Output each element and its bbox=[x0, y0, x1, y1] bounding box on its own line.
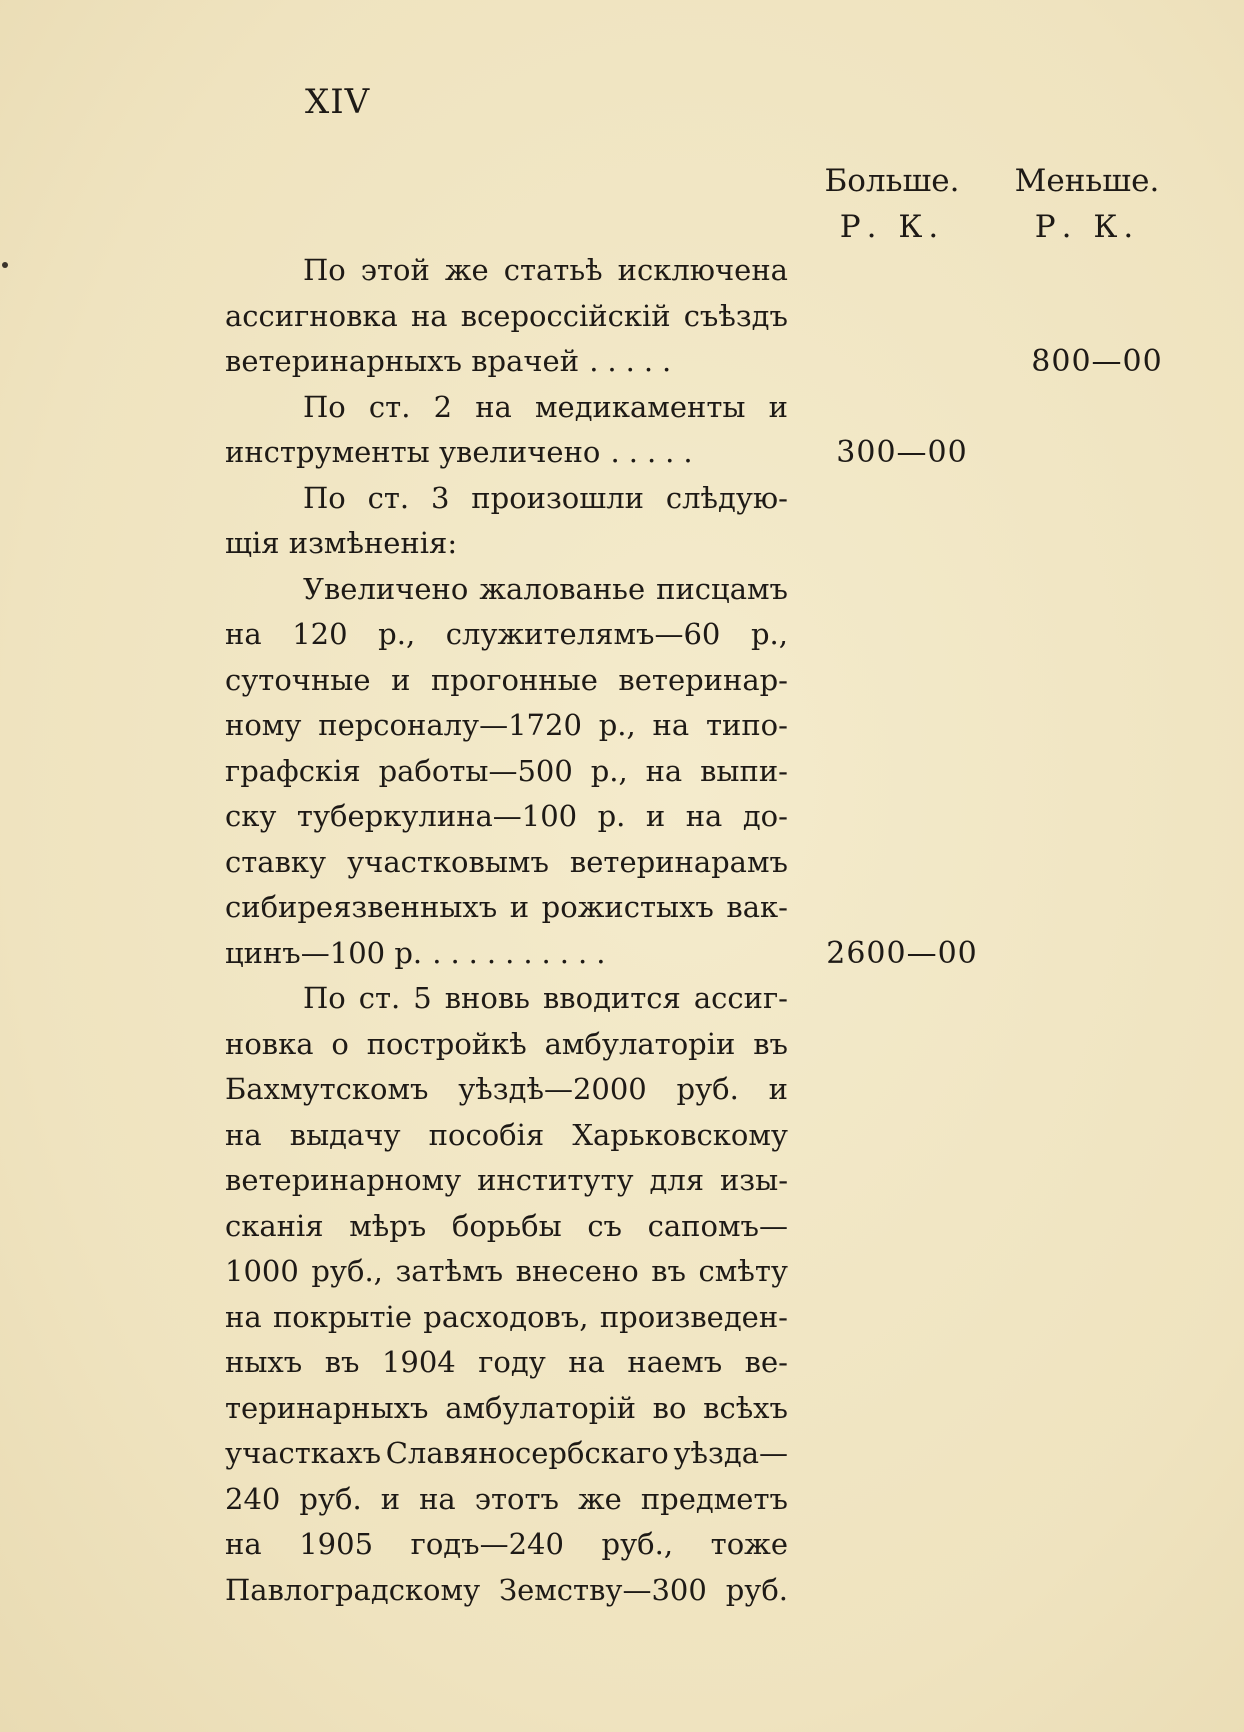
text-word: на bbox=[410, 298, 448, 333]
text-line-content: сканія bbox=[225, 1208, 324, 1243]
text-word: пособія bbox=[428, 1117, 545, 1152]
dot-leader: ..... bbox=[589, 344, 681, 378]
margin-dot bbox=[2, 262, 8, 268]
text-word: мѣръ bbox=[349, 1208, 427, 1243]
text-line bbox=[225, 885, 788, 931]
text-line-content: суточные bbox=[225, 662, 371, 697]
text-word: институту bbox=[477, 1163, 634, 1197]
text-word: выпи- bbox=[700, 753, 788, 788]
text-word: въ bbox=[324, 1345, 360, 1379]
text-word: жалованье bbox=[479, 571, 646, 606]
text-line-content: цинъ—100 р. bbox=[225, 935, 423, 970]
text-word: слѣдую- bbox=[665, 480, 788, 515]
text-word: Харьковскому bbox=[572, 1117, 788, 1152]
text-line-content: По bbox=[303, 480, 346, 515]
text-line bbox=[225, 476, 788, 522]
text-word: постройкѣ bbox=[366, 1026, 527, 1061]
text-line bbox=[225, 1568, 788, 1614]
text-word: вводится bbox=[542, 981, 681, 1015]
text-line-content: щія измѣненія: bbox=[225, 526, 458, 560]
text-line-content: ному bbox=[225, 708, 302, 742]
text-line bbox=[225, 248, 788, 294]
text-word: Славяносербскаго bbox=[385, 1436, 669, 1470]
text-line-content: ветеринарныхъ врачей bbox=[225, 344, 580, 378]
text-word: же bbox=[444, 253, 489, 287]
text-word: 2 bbox=[433, 389, 453, 424]
text-word: р., bbox=[378, 617, 416, 651]
text-line-content: 240 bbox=[225, 1481, 281, 1516]
text-word: и bbox=[768, 1072, 788, 1106]
text-word: 3 bbox=[430, 480, 450, 515]
text-word: внесено bbox=[515, 1254, 639, 1288]
text-word: на bbox=[685, 799, 723, 833]
text-line bbox=[225, 1295, 788, 1341]
text-word: 120 bbox=[292, 617, 348, 651]
text-word: предметъ bbox=[640, 1481, 788, 1516]
text-word: на bbox=[475, 389, 512, 424]
text-word: ст. bbox=[368, 389, 411, 424]
text-line bbox=[225, 1386, 788, 1432]
amount-less: 800—00 bbox=[1031, 344, 1163, 379]
text-word: ассиг- bbox=[693, 981, 788, 1015]
text-line-content: ныхъ bbox=[225, 1345, 303, 1379]
text-word: типо- bbox=[705, 708, 788, 742]
text-line bbox=[225, 1067, 788, 1113]
text-word: ветеринарамъ bbox=[569, 844, 788, 879]
text-word: о bbox=[331, 1026, 349, 1061]
text-line bbox=[225, 339, 788, 385]
text-line-content: инструменты увеличено bbox=[225, 435, 601, 469]
text-word: ст. bbox=[367, 480, 410, 515]
text-word: въ bbox=[651, 1254, 686, 1288]
column-header-more-units: Р. К. bbox=[839, 209, 945, 245]
text-word: ве- bbox=[744, 1345, 788, 1379]
text-line bbox=[225, 931, 788, 977]
text-word: ветеринар- bbox=[618, 662, 788, 697]
text-word: произведен- bbox=[599, 1299, 788, 1334]
text-word: произошли bbox=[471, 480, 644, 515]
text-word: съ bbox=[587, 1208, 623, 1243]
text-word: всероссійскій bbox=[460, 298, 671, 333]
text-line bbox=[225, 749, 788, 795]
text-word: годъ—240 bbox=[410, 1527, 564, 1561]
amount-more: 300—00 bbox=[836, 435, 968, 470]
text-line-content: Бахмутскомъ bbox=[225, 1072, 429, 1106]
text-line bbox=[225, 294, 788, 340]
text-line-content: теринарныхъ bbox=[225, 1390, 429, 1425]
text-word: этотъ bbox=[474, 1481, 559, 1516]
text-line-content: 1000 bbox=[225, 1254, 299, 1288]
text-word: 1905 bbox=[299, 1527, 374, 1561]
text-word: 5 bbox=[413, 981, 432, 1015]
text-line-content: сибиреязвенныхъ bbox=[225, 890, 498, 924]
text-word: амбулаторіи bbox=[544, 1026, 736, 1061]
text-line-content: По bbox=[303, 981, 346, 1015]
text-line bbox=[225, 385, 788, 431]
text-word: и bbox=[509, 890, 530, 924]
text-word: выдачу bbox=[289, 1117, 401, 1152]
text-line-content: новка bbox=[225, 1026, 314, 1061]
text-line-content: на bbox=[225, 617, 262, 651]
text-word: 1904 bbox=[381, 1345, 456, 1379]
text-word: на bbox=[645, 753, 683, 788]
text-word: смѣту bbox=[698, 1254, 788, 1288]
text-word: на bbox=[568, 1345, 605, 1379]
text-line-content: По bbox=[303, 253, 346, 287]
text-word: прогонные bbox=[430, 662, 598, 697]
text-word: Земству—300 bbox=[499, 1572, 707, 1607]
text-line-content: участкахъ bbox=[225, 1436, 382, 1470]
amount-more: 2600—00 bbox=[826, 935, 978, 971]
text-line-content: на bbox=[225, 1117, 262, 1152]
text-line-content: графскія bbox=[225, 753, 361, 788]
text-line bbox=[225, 1477, 788, 1523]
text-line bbox=[225, 430, 788, 476]
text-line-content: ставку bbox=[225, 844, 327, 879]
text-line bbox=[225, 1249, 788, 1295]
text-word: р., bbox=[598, 708, 636, 742]
text-word: расходовъ, bbox=[423, 1299, 589, 1334]
text-line bbox=[225, 567, 788, 613]
text-word: и bbox=[645, 799, 666, 833]
text-word: всѣхъ bbox=[703, 1390, 788, 1425]
text-word: участковымъ bbox=[347, 844, 549, 879]
text-word: руб. bbox=[725, 1572, 788, 1607]
text-line-content: Увеличено bbox=[303, 571, 469, 606]
text-word: писцамъ bbox=[656, 571, 788, 606]
text-word: для bbox=[649, 1163, 705, 1197]
text-word: медикаменты bbox=[534, 389, 746, 424]
text-word: борьбы bbox=[451, 1208, 562, 1243]
text-word: же bbox=[577, 1481, 622, 1516]
text-word: руб. bbox=[299, 1481, 362, 1516]
column-header-less bbox=[1012, 158, 1162, 250]
text-word: амбулаторій bbox=[445, 1390, 636, 1425]
text-word: уѣзда— bbox=[673, 1436, 788, 1470]
text-word: изы- bbox=[719, 1163, 788, 1197]
text-line bbox=[225, 840, 788, 886]
text-word: во bbox=[652, 1390, 687, 1425]
text-word: руб., bbox=[601, 1527, 674, 1561]
text-line bbox=[225, 658, 788, 704]
text-word: работы—500 bbox=[378, 753, 573, 788]
text-line-content: на bbox=[225, 1299, 262, 1334]
text-word: наемъ bbox=[627, 1345, 723, 1379]
text-word: статьѣ bbox=[503, 253, 603, 287]
text-word: вак- bbox=[726, 890, 788, 924]
text-line bbox=[225, 703, 788, 749]
text-line bbox=[225, 1158, 788, 1204]
text-word: и bbox=[380, 1481, 401, 1516]
text-word: покрытіе bbox=[272, 1299, 412, 1334]
text-word: съѣздъ bbox=[683, 298, 788, 333]
text-line-content: на bbox=[225, 1527, 262, 1561]
text-line bbox=[225, 612, 788, 658]
text-word: рожистыхъ bbox=[541, 890, 714, 924]
page-number: XIV bbox=[305, 82, 371, 122]
text-word: руб. bbox=[676, 1072, 739, 1106]
text-line-content: ветеринарному bbox=[225, 1163, 462, 1197]
text-line bbox=[225, 1431, 788, 1477]
text-word: этой bbox=[360, 253, 430, 287]
text-word: служителямъ—60 bbox=[445, 617, 721, 651]
text-word: вновь bbox=[444, 981, 530, 1015]
text-word: р., bbox=[590, 753, 628, 788]
text-word: сапомъ— bbox=[647, 1208, 788, 1243]
text-word: ст. bbox=[358, 981, 401, 1015]
text-line bbox=[225, 1113, 788, 1159]
text-word: уѣздѣ—2000 bbox=[458, 1072, 647, 1106]
text-word: тоже bbox=[710, 1527, 788, 1561]
dot-leader: ..... bbox=[610, 435, 702, 469]
column-header-less-title: Меньше. bbox=[1014, 163, 1160, 199]
column-header-more bbox=[822, 158, 962, 250]
text-line bbox=[225, 1522, 788, 1568]
text-word: р., bbox=[750, 617, 788, 651]
text-line bbox=[225, 521, 788, 567]
text-word: туберкулина—100 bbox=[296, 799, 578, 833]
text-line-content: По bbox=[303, 389, 346, 424]
text-word: въ bbox=[753, 1026, 788, 1061]
text-word: на bbox=[652, 708, 690, 742]
text-word: руб., bbox=[311, 1254, 383, 1288]
text-line-content: Павлоградскому bbox=[225, 1572, 481, 1607]
text-word: и bbox=[768, 389, 788, 424]
text-word: персоналу—1720 bbox=[318, 708, 582, 742]
text-word: исключена bbox=[617, 253, 788, 287]
text-word: р. bbox=[597, 799, 626, 833]
text-line bbox=[225, 1204, 788, 1250]
text-word: затѣмъ bbox=[395, 1254, 504, 1288]
text-line bbox=[225, 794, 788, 840]
text-line bbox=[225, 976, 788, 1022]
text-line-content: ску bbox=[225, 799, 277, 833]
text-line-content: ассигновка bbox=[225, 298, 398, 333]
column-header-less-units: Р. К. bbox=[1034, 209, 1140, 245]
text-word: на bbox=[419, 1481, 456, 1516]
column-header-more-title: Больше. bbox=[824, 163, 960, 199]
text-line bbox=[225, 1022, 788, 1068]
text-word: году bbox=[478, 1345, 546, 1379]
text-word: и bbox=[391, 662, 411, 697]
body-text bbox=[225, 248, 788, 1613]
dot-leader: .......... bbox=[432, 935, 615, 970]
text-line bbox=[225, 1340, 788, 1386]
text-word: до- bbox=[742, 799, 788, 833]
